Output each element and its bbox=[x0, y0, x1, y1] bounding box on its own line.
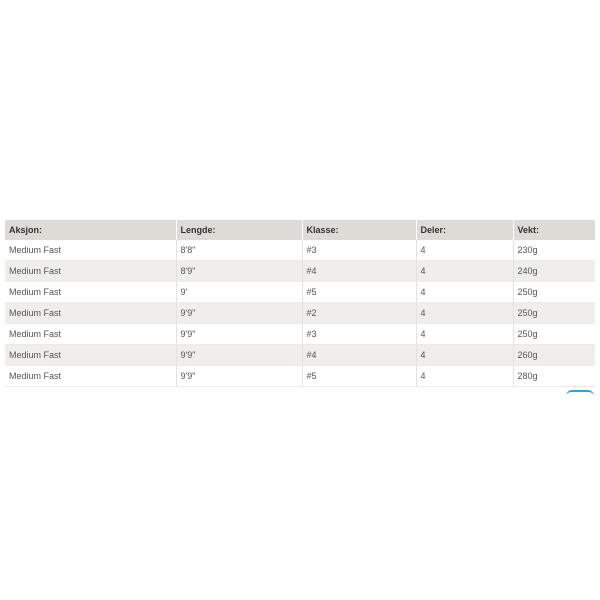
header-lengde: Lengde: bbox=[176, 220, 302, 240]
table-row bbox=[5, 240, 595, 261]
table-row bbox=[5, 366, 595, 387]
cell-deler: 4 bbox=[416, 303, 513, 324]
cell-vekt: 250g bbox=[513, 303, 595, 324]
cell-klasse: #5 bbox=[302, 282, 416, 303]
cell-aksjon: Medium Fast bbox=[5, 345, 176, 366]
spec-table-header bbox=[5, 220, 595, 240]
cell-deler: 4 bbox=[416, 366, 513, 387]
cell-klasse: #2 bbox=[302, 303, 416, 324]
header-row bbox=[5, 220, 595, 240]
cell-aksjon: Medium Fast bbox=[5, 303, 176, 324]
table-row bbox=[5, 324, 595, 345]
cell-deler: 4 bbox=[416, 282, 513, 303]
cell-vekt: 250g bbox=[513, 282, 595, 303]
cell-deler: 4 bbox=[416, 345, 513, 366]
cell-lengde: 9'9" bbox=[176, 366, 302, 387]
cell-klasse: #3 bbox=[302, 240, 416, 261]
cell-vekt: 260g bbox=[513, 345, 595, 366]
cell-deler: 4 bbox=[416, 261, 513, 282]
cell-klasse: #4 bbox=[302, 261, 416, 282]
table-row bbox=[5, 345, 595, 366]
cell-vekt: 250g bbox=[513, 324, 595, 345]
cell-deler: 4 bbox=[416, 324, 513, 345]
cell-klasse: #3 bbox=[302, 324, 416, 345]
cell-lengde: 9'9" bbox=[176, 324, 302, 345]
table-row bbox=[5, 261, 595, 282]
cell-aksjon: Medium Fast bbox=[5, 324, 176, 345]
cell-lengde: 9' bbox=[176, 282, 302, 303]
header-aksjon: Aksjon: bbox=[5, 220, 176, 240]
cell-lengde: 9'9" bbox=[176, 303, 302, 324]
cell-lengde: 9'9" bbox=[176, 345, 302, 366]
header-deler: Deler: bbox=[416, 220, 513, 240]
cell-klasse: #5 bbox=[302, 366, 416, 387]
cell-lengde: 8'8" bbox=[176, 240, 302, 261]
table-row bbox=[5, 303, 595, 324]
cell-aksjon: Medium Fast bbox=[5, 240, 176, 261]
table-row bbox=[5, 282, 595, 303]
header-klasse: Klasse: bbox=[302, 220, 416, 240]
cell-vekt: 280g bbox=[513, 366, 595, 387]
spec-table bbox=[5, 220, 595, 387]
cell-klasse: #4 bbox=[302, 345, 416, 366]
spec-table-body bbox=[5, 240, 595, 387]
cell-aksjon: Medium Fast bbox=[5, 366, 176, 387]
cell-aksjon: Medium Fast bbox=[5, 261, 176, 282]
cell-deler: 4 bbox=[416, 240, 513, 261]
cell-lengde: 8'9" bbox=[176, 261, 302, 282]
cell-vekt: 240g bbox=[513, 261, 595, 282]
header-vekt: Vekt: bbox=[513, 220, 595, 240]
cell-aksjon: Medium Fast bbox=[5, 282, 176, 303]
scroll-hint-arc[interactable] bbox=[566, 390, 594, 396]
cell-vekt: 230g bbox=[513, 240, 595, 261]
